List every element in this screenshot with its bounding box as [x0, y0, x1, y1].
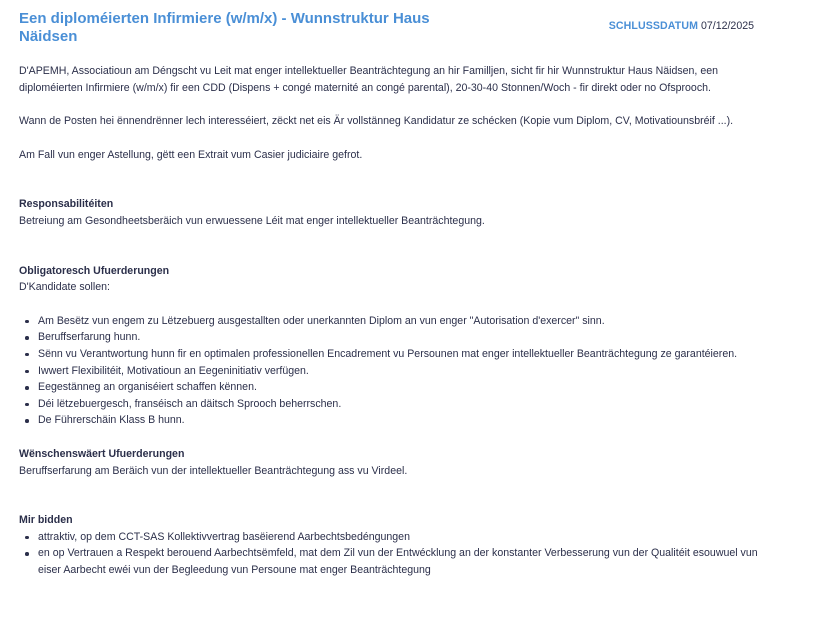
- list-item: Iwwert Flexibilitéit, Motivatioun an Eegeninitiativ verfügen.: [19, 363, 759, 380]
- job-header: [19, 10, 759, 50]
- responsibilities-text: Betreiung am Gesondheetsberäich vun erwuessene Léit mat enger intellektueller Beanträchtegung.: [19, 214, 485, 227]
- list-item: Déi lëtzebuergesch, franséisch an däitsch Sprooch beherrschen.: [19, 396, 759, 413]
- offer-heading: Mir bidden: [19, 514, 73, 527]
- requirements-heading: Obligatoresch Ufuerderungen: [19, 264, 170, 277]
- list-item: attraktiv, op dem CCT-SAS Kollektivvertrag basëierend Aarbechtsbedéngungen: [19, 529, 759, 546]
- job-description: [19, 63, 759, 578]
- list-item: en op Vertrauen a Respekt berouend Aarbechtsëmfeld, mat dem Zil vun der Entwécklung an der konstanter Verbesserung vun der Qualitéit esouwuel vun eiser Aarbecht ewéi vun der Begleedung vun Persoune mat enger Beanträchtegung: [19, 545, 759, 578]
- list-item: Eegestänneg an organiséiert schaffen kënnen.: [19, 379, 759, 396]
- responsibilities-heading: Responsabilitéiten: [19, 198, 114, 211]
- list-item: Beruffserfarung hunn.: [19, 329, 759, 346]
- desired-text: Beruffserfarung am Beräich vun der intellektueller Beanträchtegung ass vu Virdeel.: [19, 464, 408, 477]
- requirements-lead: D'Kandidate sollen:: [19, 281, 110, 294]
- deadline-label: SCHLUSSDATUM: [608, 20, 699, 32]
- list-item: Sënn vu Verantwortung hunn fir en optimalen professionellen Encadrement vu Persounen mat enger intellektueller Beanträchtegung ze garantéieren.: [19, 346, 759, 363]
- intro-paragraph-1: D'APEMH, Associatioun am Déngscht vu Leit mat enger intellektueller Beanträchtegung an hir Familljen, sicht fir hir Wunnstruktur Haus Näidsen, een diploméierten Infirmiere (w/m/x) fir een CDD (Dispens + congé maternité an congé parental), 20-30-40 Stonnen/Woch - fir direkt oder no Ofsprooch.: [19, 65, 718, 94]
- requirements-list: [19, 313, 759, 429]
- deadline-value: 07/12/2025: [700, 20, 754, 32]
- desired-heading: Wënschenswäert Ufuerderungen: [19, 447, 185, 460]
- offer-list: [19, 529, 759, 579]
- list-item: Am Besëtz vun engem zu Lëtzebuerg ausgestallten oder unerkannten Diplom an vun enger "Autorisation d'exercer" sinn.: [19, 313, 759, 330]
- intro-paragraph-3: Am Fall vun enger Astellung, gëtt een Extrait vum Casier judiciaire gefrot.: [19, 148, 363, 161]
- intro-paragraph-2: Wann de Posten hei ënnendrënner lech interesséiert, zëckt net eis Är vollstänneg Kandidatur ze schécken (Kopie vum Diplom, CV, Motivatiounsbréif ...).: [19, 115, 734, 128]
- job-title: Een diploméierten Infirmiere (w/m/x) - Wunnstruktur Haus Näidsen: [19, 10, 430, 45]
- deadline: [609, 19, 754, 33]
- list-item: De Führerschäin Klass B hunn.: [19, 412, 759, 429]
